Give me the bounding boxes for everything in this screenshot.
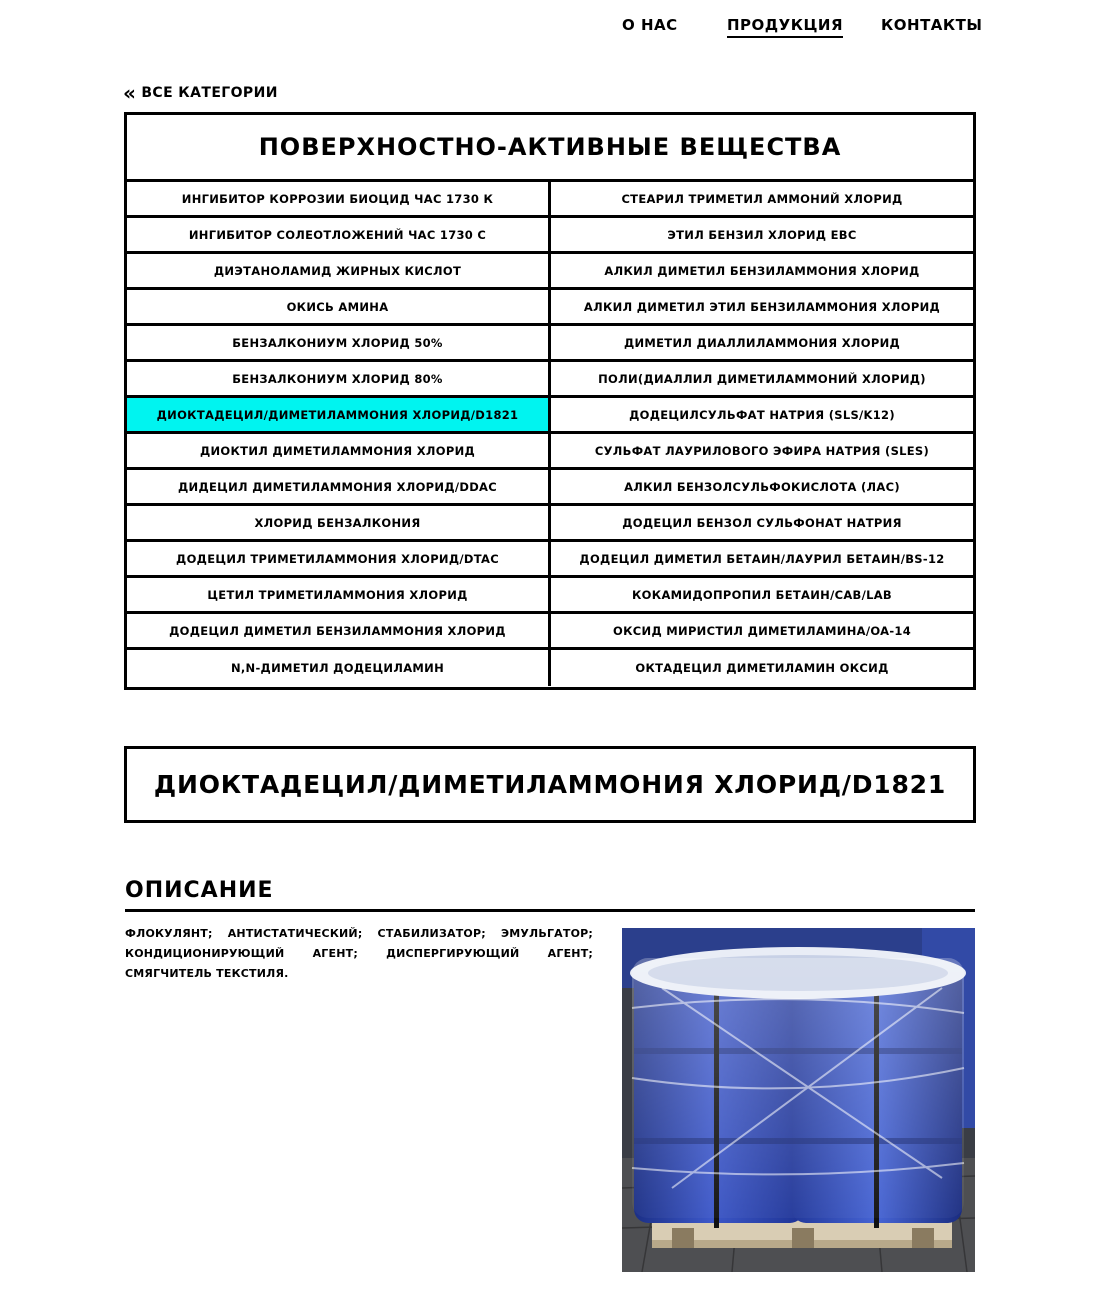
double-chevron-left-icon: «: [123, 81, 137, 105]
category-item[interactable]: ЭТИЛ БЕНЗИЛ ХЛОРИД EBC: [551, 218, 973, 254]
category-item[interactable]: ИНГИБИТОР СОЛЕОТЛОЖЕНИЙ ЧАС 1730 С: [127, 218, 551, 254]
category-item[interactable]: ДИМЕТИЛ ДИАЛЛИЛАММОНИЯ ХЛОРИД: [551, 326, 973, 362]
category-item[interactable]: ОКИСЬ АМИНА: [127, 290, 551, 326]
category-item[interactable]: СУЛЬФАТ ЛАУРИЛОВОГО ЭФИРА НАТРИЯ (SLES): [551, 434, 973, 470]
category-title: ПОВЕРХНОСТНО-АКТИВНЫЕ ВЕЩЕСТВА: [127, 115, 973, 182]
category-item[interactable]: ДОДЕЦИЛ ТРИМЕТИЛАММОНИЯ ХЛОРИД/DTAC: [127, 542, 551, 578]
category-item[interactable]: АЛКИЛ ДИМЕТИЛ ЭТИЛ БЕНЗИЛАММОНИЯ ХЛОРИД: [551, 290, 973, 326]
product-title: ДИОКТАДЕЦИЛ/ДИМЕТИЛАММОНИЯ ХЛОРИД/D1821: [124, 746, 976, 823]
category-item[interactable]: ДИДЕЦИЛ ДИМЕТИЛАММОНИЯ ХЛОРИД/DDAC: [127, 470, 551, 506]
category-item[interactable]: ПОЛИ(ДИАЛЛИЛ ДИМЕТИЛАММОНИЙ ХЛОРИД): [551, 362, 973, 398]
nav-link-products[interactable]: ПРОДУКЦИЯ: [727, 14, 843, 38]
category-grid: [127, 182, 973, 686]
category-item[interactable]: СТЕАРИЛ ТРИМЕТИЛ АММОНИЙ ХЛОРИД: [551, 182, 973, 218]
category-item[interactable]: N,N-ДИМЕТИЛ ДОДЕЦИЛАМИН: [127, 650, 551, 686]
product-image: [622, 928, 975, 1272]
category-item[interactable]: ОКСИД МИРИСТИЛ ДИМЕТИЛАМИНА/OA-14: [551, 614, 973, 650]
category-item[interactable]: АЛКИЛ ДИМЕТИЛ БЕНЗИЛАММОНИЯ ХЛОРИД: [551, 254, 973, 290]
category-item[interactable]: АЛКИЛ БЕНЗОЛСУЛЬФОКИСЛОТА (ЛАС): [551, 470, 973, 506]
all-categories-link[interactable]: [123, 82, 278, 104]
category-item[interactable]: ДИЭТАНОЛАМИД ЖИРНЫХ КИСЛОТ: [127, 254, 551, 290]
category-item[interactable]: ИНГИБИТОР КОРРОЗИИ БИОЦИД ЧАС 1730 К: [127, 182, 551, 218]
category-item[interactable]: ОКТАДЕЦИЛ ДИМЕТИЛАМИН ОКСИД: [635, 661, 889, 675]
category-item[interactable]: БЕНЗАЛКОНИУМ ХЛОРИД 80%: [127, 362, 551, 398]
nav-link-about[interactable]: О НАС: [622, 16, 678, 34]
nav-link-contacts[interactable]: КОНТАКТЫ: [881, 16, 983, 34]
category-item[interactable]: ДОДЕЦИЛ ДИМЕТИЛ БЕТАИН/ЛАУРИЛ БЕТАИН/BS-12: [551, 542, 973, 578]
category-table: [124, 112, 976, 690]
category-item[interactable]: ДИОКТАДЕЦИЛ/ДИМЕТИЛАММОНИЯ ХЛОРИД/D1821: [127, 398, 551, 434]
category-item[interactable]: КОКАМИДОПРОПИЛ БЕТАИН/CAB/LAB: [551, 578, 973, 614]
wrapped-drums-on-pallet-image: [622, 928, 975, 1272]
all-categories-label: ВСЕ КАТЕГОРИИ: [141, 85, 278, 101]
category-item[interactable]: ХЛОРИД БЕНЗАЛКОНИЯ: [127, 506, 551, 542]
description-text: ФЛОКУЛЯНТ; АНТИСТАТИЧЕСКИЙ; СТАБИЛИЗАТОР; ЭМУЛЬГАТОР; КОНДИЦИОНИРУЮЩИЙ АГЕНТ; ДИСПЕРГИРУЮЩИЙ АГЕНТ; СМЯГЧИТЕЛЬ ТЕКСТИЛЯ.: [125, 927, 593, 980]
description-heading: ОПИСАНИЕ: [125, 878, 975, 912]
category-item[interactable]: ДОДЕЦИЛ ДИМЕТИЛ БЕНЗИЛАММОНИЯ ХЛОРИД: [127, 614, 551, 650]
category-item[interactable]: ДОДЕЦИЛСУЛЬФАТ НАТРИЯ (SLS/K12): [551, 398, 973, 434]
category-item[interactable]: БЕНЗАЛКОНИУМ ХЛОРИД 50%: [127, 326, 551, 362]
category-item[interactable]: ЦЕТИЛ ТРИМЕТИЛАММОНИЯ ХЛОРИД: [127, 578, 551, 614]
category-item[interactable]: ДОДЕЦИЛ БЕНЗОЛ СУЛЬФОНАТ НАТРИЯ: [551, 506, 973, 542]
category-item[interactable]: ДИОКТИЛ ДИМЕТИЛАММОНИЯ ХЛОРИД: [127, 434, 551, 470]
top-navigation: [0, 14, 1100, 42]
